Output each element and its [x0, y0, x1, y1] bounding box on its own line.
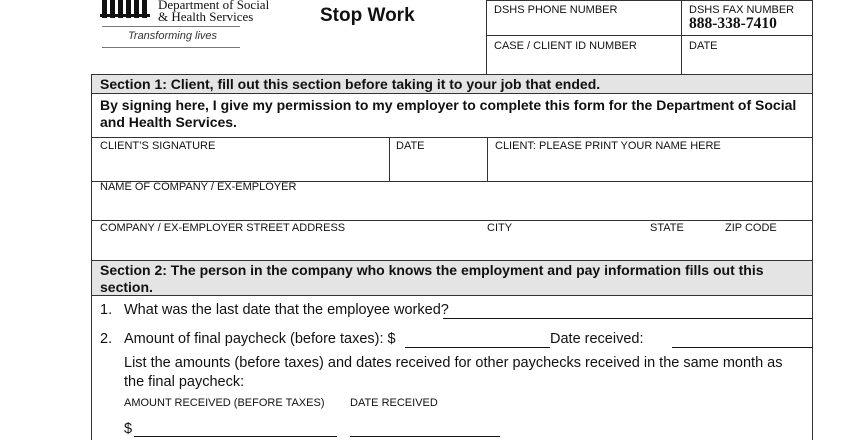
date-received-label: Date received: — [550, 331, 644, 347]
section-1-consent: By signing here, I give my permission to my employer to complete this form for the Department of Social and Health Services. — [100, 97, 797, 130]
client-print-name-label: CLIENT: PLEASE PRINT YOUR NAME HERE — [495, 140, 721, 152]
city-label: CITY — [487, 222, 513, 234]
section-2-heading: Section 2: The person in the company who knows the employment and pay information fills out this section. — [100, 262, 764, 295]
logo-line-2: & Health Services — [158, 9, 254, 24]
other-paycheck-amount-field[interactable] — [134, 436, 337, 437]
dollar-sign: $ — [124, 421, 133, 437]
case-client-id-label: CASE / CLIENT ID NUMBER — [494, 40, 637, 52]
company-name-field[interactable] — [93, 195, 810, 219]
company-address-label: COMPANY / EX-EMPLOYER STREET ADDRESS — [100, 222, 346, 234]
city-field[interactable] — [483, 235, 643, 259]
logo-line-1: Department of Social — [158, 0, 270, 12]
section-1-heading: Section 1: Client, fill out this section before taking it to your job that ended. — [100, 76, 601, 92]
signature-date-field[interactable] — [391, 153, 485, 179]
final-paycheck-amount-field[interactable] — [405, 347, 550, 348]
last-date-worked-field[interactable] — [443, 318, 813, 319]
logo-tagline: Transforming lives — [128, 30, 218, 42]
header-date-field[interactable] — [683, 53, 810, 73]
signature-date-label: DATE — [396, 140, 425, 152]
date-received-column-label: DATE RECEIVED — [350, 397, 438, 409]
question-2-text: Amount of final paycheck (before taxes): $ — [124, 331, 396, 347]
question-1-number: 1. — [100, 302, 113, 318]
question-1-text: What was the last date that the employee worked? — [124, 302, 449, 318]
dshs-fax-label: DSHS FAX NUMBER — [689, 4, 795, 16]
form-title: Stop Work — [320, 5, 415, 26]
dshs-logo-mark-icon — [100, 0, 158, 22]
header-date-label: DATE — [689, 40, 718, 52]
state-field[interactable] — [646, 235, 718, 259]
other-paycheck-date-field[interactable] — [350, 436, 500, 437]
client-signature-field[interactable] — [93, 153, 387, 179]
client-print-name-field[interactable] — [489, 153, 810, 179]
case-client-id-field[interactable] — [488, 53, 679, 73]
state-label: STATE — [650, 222, 684, 234]
company-name-label: NAME OF COMPANY / EX-EMPLOYER — [100, 181, 297, 193]
zip-code-field[interactable] — [721, 235, 810, 259]
question-2-number: 2. — [100, 331, 113, 347]
zip-code-label: ZIP CODE — [725, 222, 777, 234]
dshs-fax-value: 888-338-7410 — [689, 15, 777, 32]
other-paychecks-instruction: List the amounts (before taxes) and dates received for other paychecks received in the same month as the final paycheck: — [124, 355, 783, 390]
final-paycheck-date-field[interactable] — [672, 347, 813, 348]
client-signature-label: CLIENT’S SIGNATURE — [100, 140, 216, 152]
dshs-phone-label: DSHS PHONE NUMBER — [494, 4, 618, 16]
dshs-phone-field[interactable] — [488, 17, 679, 34]
amount-received-column-label: AMOUNT RECEIVED (BEFORE TAXES) — [124, 397, 325, 409]
company-address-field[interactable] — [93, 235, 477, 259]
